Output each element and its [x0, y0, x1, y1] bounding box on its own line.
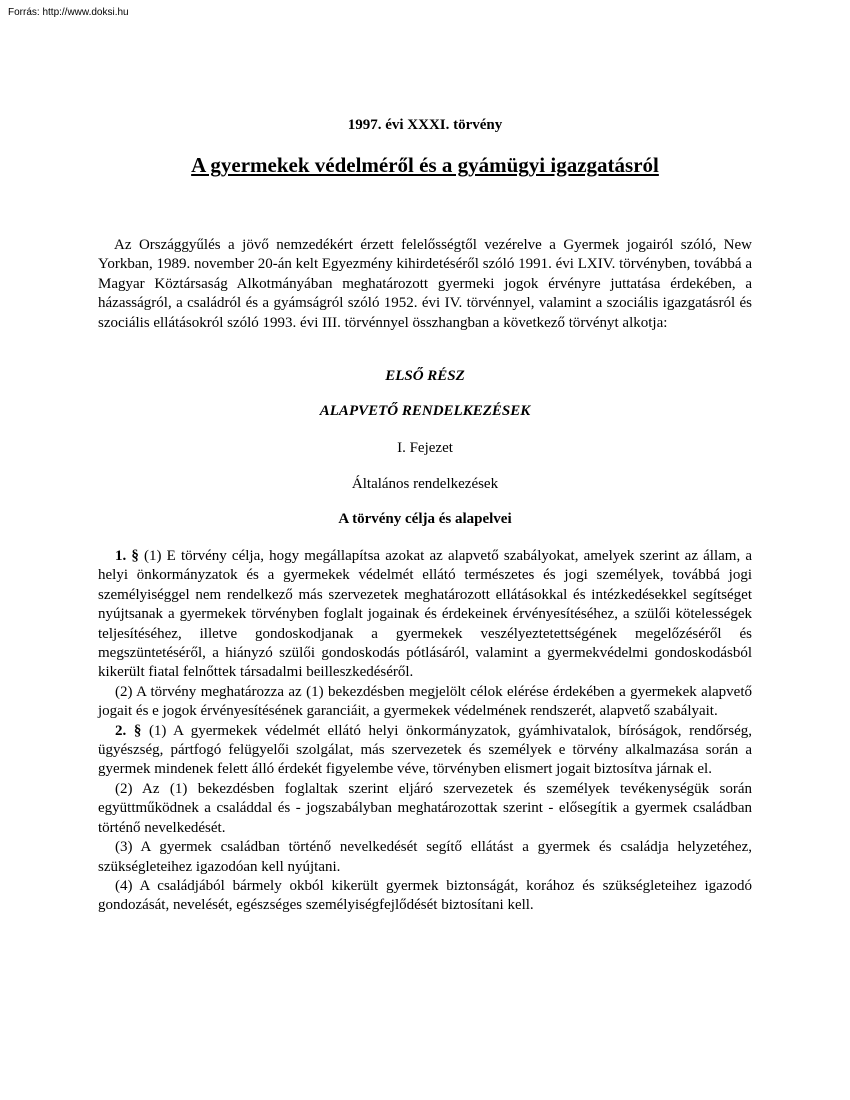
section-1-paragraph-1-text: (1) E törvény célja, hogy megállapítsa azokat az alapvető szabályokat, amelyek szerint az állam, a helyi önkormányzatok és a gyermekek védelmét ellátó természetes és jogi személyek, továbbá jogi személyiséggel nem rendelkező más szervezetek meghatározott ellátásokkal és intézkedésekkel segítséget nyújtsanak a gyermekek törvényben foglalt jogainak és érdekeinek érvényesítéséhez, a szülői kötelességek teljesítéséhez, illetve gondoskodjanak a gyermekek veszélyeztetettségének megelőzéséről és megszüntetéséről, a hiányzó szülői gondoskodás pótlásáról, valamint a gyermekvédelmi gondoskodásból kikerült fiatal felnőttek társadalmi beilleszkedéséről.: [98, 548, 752, 681]
section-2-number: 2. §: [115, 722, 142, 739]
section-2-paragraph-2: (2) Az (1) bekezdésben foglaltak szerint eljáró szervezetek és személyek tevékenységük során együttműködnek a családdal és - jogszabályban meghatározottak szerint - elősegítik a gyermek családban történő nevelkedését.: [98, 780, 752, 836]
section-1-paragraph-1: [98, 547, 752, 683]
section-2-paragraph-3: (3) A gyermek családban történő nevelkedését segítő ellátást a gyermek és családja helyzetéhez, szükségleteihez igazodóan kell nyújtani.: [98, 839, 752, 875]
section-group-title: A törvény célja és alapelvei: [338, 511, 512, 527]
chapter-title: Általános rendelkezések: [351, 476, 499, 492]
chapter-heading: I. Fejezet: [397, 440, 453, 456]
section-2-paragraph-4: (4) A családjából bármely okból kikerült gyermek biztonságát, korához és szükségleteihez igazodó gondozását, nevelését, egészséges személyiségfejlődését biztosítani kell.: [98, 877, 752, 914]
part-heading: ELSŐ RÉSZ: [385, 368, 465, 384]
preamble: [98, 236, 752, 333]
section-1-number: 1. §: [115, 548, 139, 564]
sections: [98, 547, 752, 916]
law-title: A gyermekek védelméről és a gyámügyi igazgatásról: [191, 153, 659, 177]
source-note: Forrás: http://www.doksi.hu: [8, 7, 129, 18]
law-number: 1997. évi XXXI. törvény: [347, 117, 503, 133]
preamble-paragraph: Az Országgyűlés a jövő nemzedékért érzett felelősségtől vezérelve a Gyermek jogairól szóló, New Yorkban, 1989. november 20-án kelt Egyezmény kihirdetéséről szóló 1991. évi LXIV. törvényben, továbbá a Magyar Köztársaság Alkotmányában meghatározott gyermeki jogok érvényre juttatása érdekében, a házasságról, a családról és a gyámságról szóló 1952. évi IV. törvénnyel, valamint a szociális igazgatásról és szociális ellátásokról szóló 1993. évi III. törvénnyel összhangban a következő törvényt alkotja:: [98, 237, 752, 331]
part-title: ALAPVETŐ RENDELKEZÉSEK: [319, 403, 531, 419]
section-1-paragraph-2: (2) A törvény meghatározza az (1) bekezdésben megjelölt célok elérése érdekében a gyermekek alapvető jogait és e jogok érvényesítésének garanciáit, a gyermekek védelmének rendszerét, alapvető szabályait.: [98, 683, 752, 720]
section-2-paragraph-1-text: (1) A gyermekek védelmét ellátó helyi önkormányzatok, gyámhivatalok, bíróságok, rendőrség, ügyészség, pártfogó felügyelői szolgálat, más szervezetek és személyek e törvény alkalmazása során a gyermek mindenek felett álló érdekét figyelembe véve, törvényben elismert jogait biztosítva járnak el.: [98, 722, 753, 778]
section-2-paragraph-1: [98, 722, 752, 780]
